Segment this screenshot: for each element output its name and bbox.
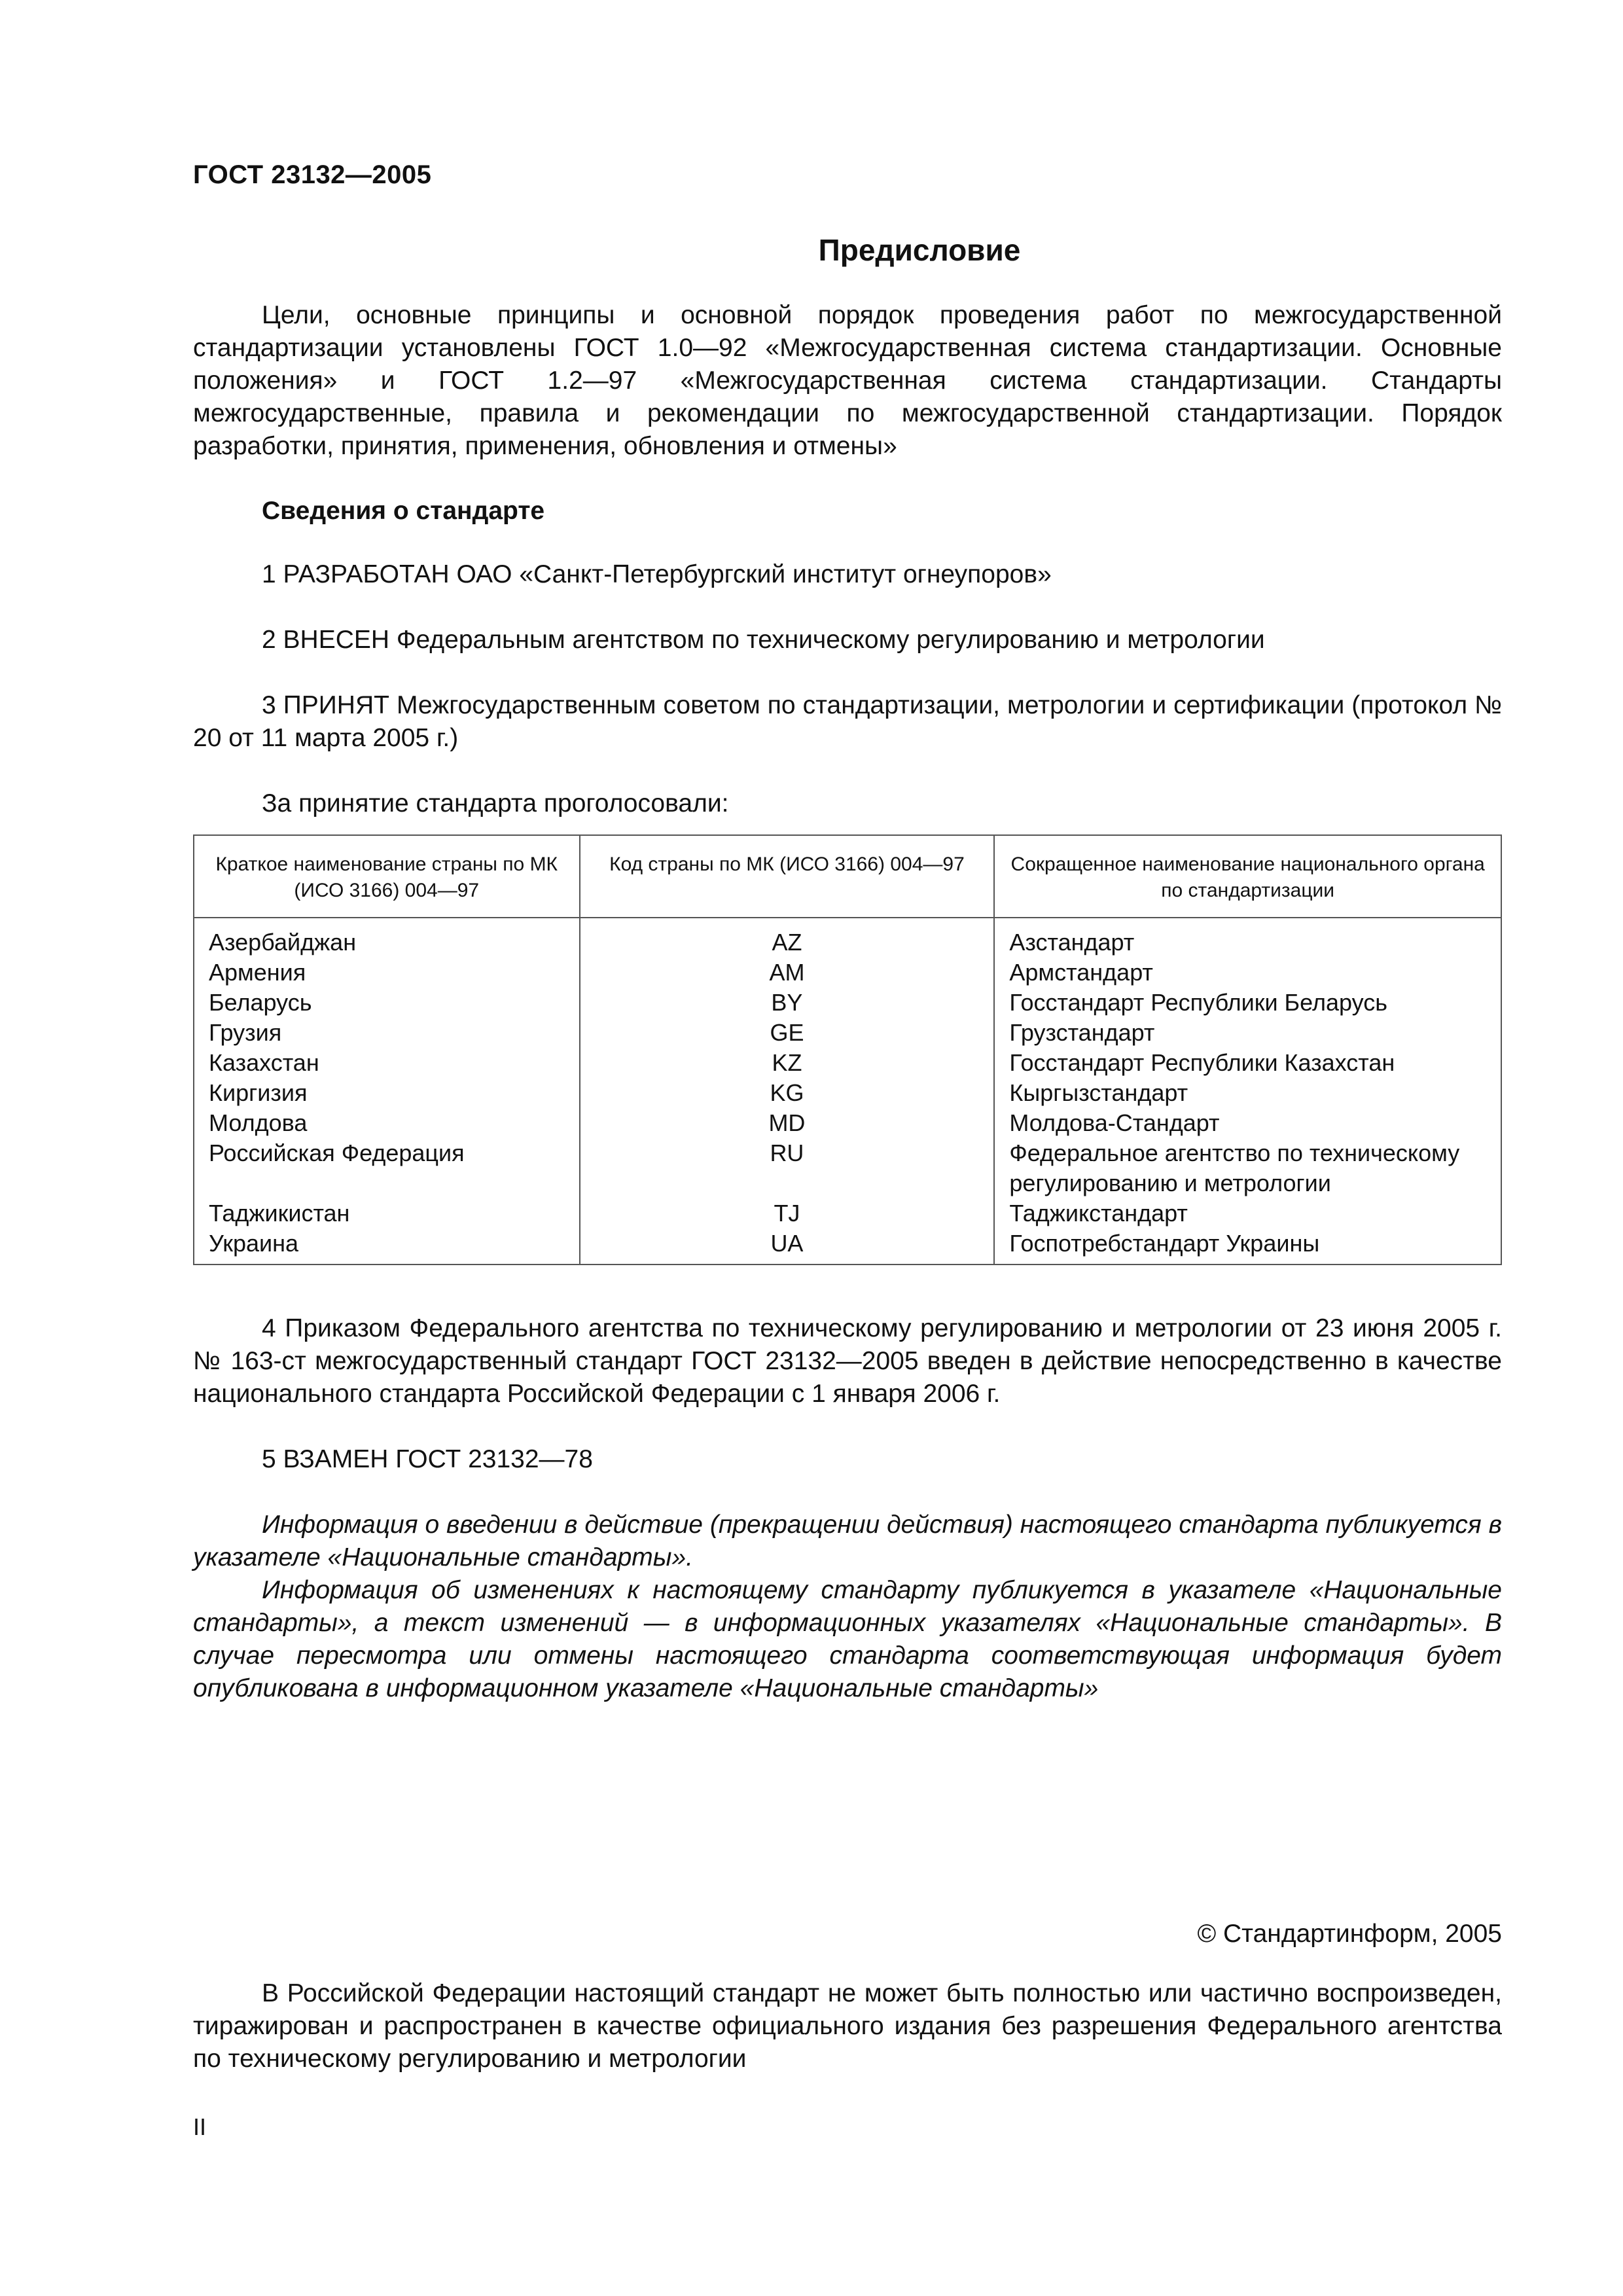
country-cell: Российская Федерация — [194, 1138, 580, 1198]
table-row — [194, 988, 1501, 1018]
country-cell: Таджикистан — [194, 1198, 580, 1229]
country-cell: Беларусь — [194, 988, 580, 1018]
copyright: © Стандартинформ, 2005 — [1197, 1920, 1502, 1948]
item-3-adopted: 3 ПРИНЯТ Межгосударственным советом по стандартизации, метрологии и сертификации (протокол № 20 от 11 марта 2005 г.) — [193, 691, 1502, 752]
vote-table — [193, 834, 1502, 1265]
document-page — [193, 160, 1502, 2141]
body-cell: Таджикстандарт — [994, 1198, 1501, 1229]
vote-table-header-row — [194, 835, 1501, 918]
table-row — [194, 1138, 1501, 1198]
body-cell: Молдова-Стандарт — [994, 1108, 1501, 1138]
code-cell: TJ — [580, 1198, 995, 1229]
vote-heading: За принятие стандарта проголосовали: — [262, 789, 729, 817]
code-cell: AZ — [580, 918, 995, 958]
document-code: ГОСТ 23132—2005 — [193, 160, 432, 189]
code-cell: GE — [580, 1018, 995, 1048]
body-cell: Федеральное агентство по техническому регулированию и метрологии — [994, 1138, 1501, 1198]
info-paragraph-1: Информация о введении в действие (прекращении действия) настоящего стандарта публикуется в указателе «Национальные стандарты». — [193, 1511, 1502, 1571]
country-cell: Азербайджан — [194, 918, 580, 958]
code-cell: UA — [580, 1229, 995, 1265]
table-row — [194, 1229, 1501, 1265]
code-cell: KZ — [580, 1048, 995, 1078]
table-row — [194, 918, 1501, 958]
body-cell: Азстандарт — [994, 918, 1501, 958]
table-row — [194, 1018, 1501, 1048]
page-number: II — [193, 2113, 207, 2140]
code-cell: AM — [580, 958, 995, 988]
body-cell: Армстандарт — [994, 958, 1501, 988]
country-cell: Армения — [194, 958, 580, 988]
table-row — [194, 958, 1501, 988]
body-cell: Госпотребстандарт Украины — [994, 1229, 1501, 1265]
body-cell: Кыргызстандарт — [994, 1078, 1501, 1108]
header-code: Код страны по МК (ИСО 3166) 004—97 — [580, 835, 995, 918]
table-row — [194, 1108, 1501, 1138]
info-paragraph-2: Информация об изменениях к настоящему стандарту публикуется в указателе «Национальные стандарты», а текст изменений — в информационных указателях «Национальные стандарты». В случае пересмотра или отмены настоящего стандарта соответствующая информация будет опубликована в информационном указателе «Национальные стандарты» — [193, 1576, 1502, 1702]
item-4-order: 4 Приказом Федерального агентства по техническому регулированию и метрологии от 23 июня 2005 г. № 163-ст межгосударственный стандарт ГОСТ 23132—2005 введен в действие непосредственно в качестве национального стандарта Российской Федерации с 1 января 2006 г. — [193, 1314, 1502, 1408]
item-1-developed: 1 РАЗРАБОТАН ОАО «Санкт-Петербургский институт огнеупоров» — [262, 560, 1052, 588]
item-5-replaces: 5 ВЗАМЕН ГОСТ 23132—78 — [262, 1445, 593, 1473]
table-row — [194, 1078, 1501, 1108]
body-cell: Госстандарт Республики Казахстан — [994, 1048, 1501, 1078]
table-row — [194, 1198, 1501, 1229]
country-cell: Молдова — [194, 1108, 580, 1138]
header-country: Краткое наименование страны по МК (ИСО 3166) 004—97 — [194, 835, 580, 918]
code-cell: MD — [580, 1108, 995, 1138]
header-body: Сокращенное наименование национального органа по стандартизации — [994, 835, 1501, 918]
country-cell: Киргизия — [194, 1078, 580, 1108]
code-cell: BY — [580, 988, 995, 1018]
page-title: Предисловие — [818, 233, 1021, 267]
code-cell: KG — [580, 1078, 995, 1108]
table-row — [194, 1048, 1501, 1078]
body-cell: Госстандарт Республики Беларусь — [994, 988, 1501, 1018]
country-cell: Украина — [194, 1229, 580, 1265]
item-2-introduced: 2 ВНЕСЕН Федеральным агентством по техническому регулированию и метрологии — [262, 626, 1265, 654]
country-cell: Грузия — [194, 1018, 580, 1048]
body-cell: Грузстандарт — [994, 1018, 1501, 1048]
country-cell: Казахстан — [194, 1048, 580, 1078]
reproduction-notice: В Российской Федерации настоящий стандарт не может быть полностью или частично воспроизведен, тиражирован и распространен в качестве официального издания без разрешения Федерального агентства по техническому регулированию и метрологии — [193, 1979, 1502, 2073]
intro-paragraph: Цели, основные принципы и основной порядок проведения работ по межгосударственной стандартизации установлены ГОСТ 1.0—92 «Межгосударственная система стандартизации. Основные положения» и ГОСТ 1.2—97 «Межгосударственная система стандартизации. Стандарты межгосударственные, правила и рекомендации по межгосударственной стандартизации. Порядок разработки, принятия, применения, обновления и отмены» — [193, 301, 1502, 460]
code-cell: RU — [580, 1138, 995, 1198]
standard-info-heading: Сведения о стандарте — [262, 497, 545, 525]
